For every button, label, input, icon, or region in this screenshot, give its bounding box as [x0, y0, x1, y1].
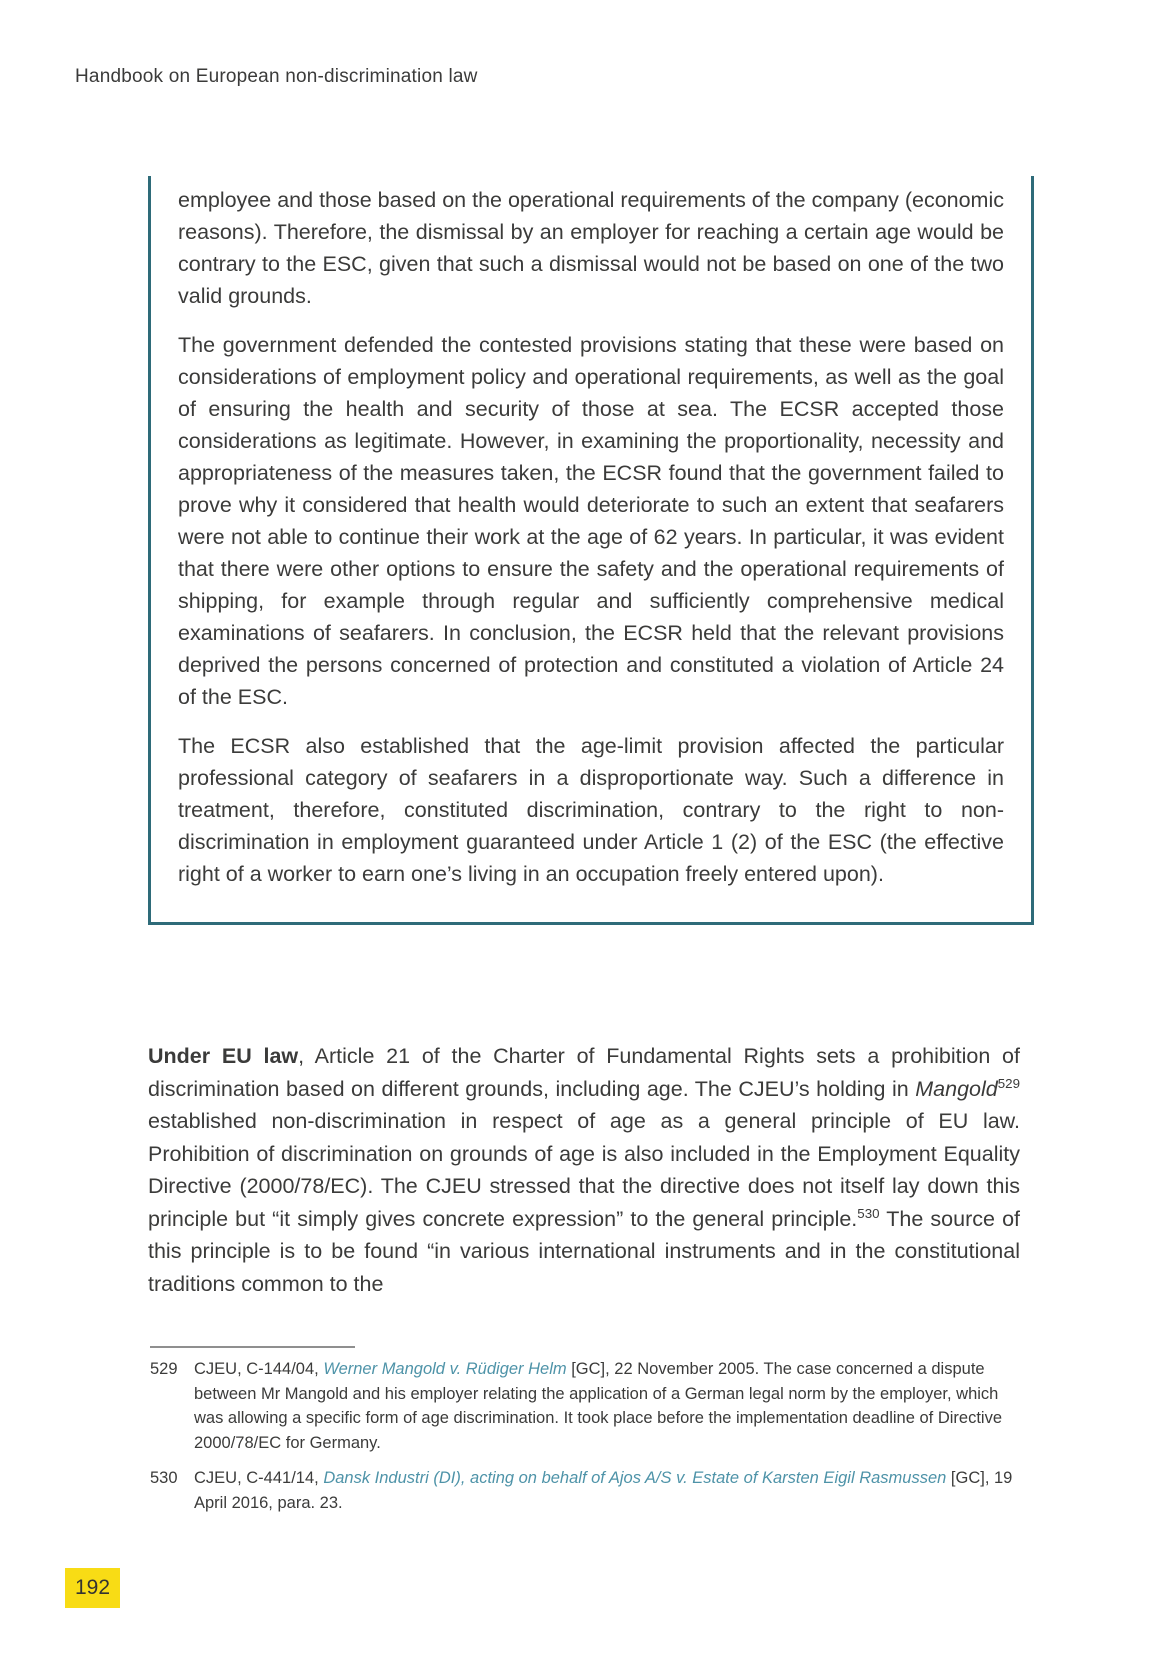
footnote-ref-529: 529 [997, 1076, 1020, 1092]
page-number-badge: 192 [65, 1568, 120, 1608]
footnote-text [194, 1357, 1032, 1455]
case-paragraph: employee and those based on the operational requirements of the company (economic reasons). Therefore, the dismissal by an employer for reaching a certain age would be contrary to the ESC, given that such a dismissal would not be based on one of the two valid grounds. [178, 188, 1004, 308]
footnotes-section [150, 1357, 1032, 1515]
body-text: , Article 21 of the Charter of Fundamental Rights sets a prohibition of discrimination based on different grounds, including age. The CJEU’s holding in [148, 1044, 1020, 1101]
footnote-ref-530: 530 [857, 1206, 880, 1222]
case-link-dansk-industri-v-rasmussen[interactable]: Dansk Industri (DI), acting on behalf of Ajos A/S v. Estate of Karsten Eigil Rasmussen [323, 1469, 947, 1487]
footnote-530 [150, 1466, 1032, 1515]
case-paragraph: The ECSR also established that the age-limit provision affected the particular professional category of seafarers in a disproportionate way. Such a difference in treatment, therefore, constituted discrimination, contrary to the right to non-discrimination in employment guaranteed under Article 1 (2) of the ESC (the effective right of a worker to earn one’s living in an occupation freely entered upon). [178, 734, 1004, 886]
footnote-citation-text: CJEU, C-144/04, [194, 1360, 324, 1378]
footnote-529 [150, 1357, 1032, 1455]
footnote-number: 529 [150, 1360, 178, 1378]
footnote-citation-text: [GC], 22 November 2005. The case concerned a dispute between Mr Mangold and his employer relating the application of a German legal norm by the employer, which was allowing a specific form of age discrimination. It took place before the implementation deadline of Directive 2000/78/EC for Germany. [194, 1360, 1002, 1452]
case-study-box [148, 176, 1034, 925]
body-paragraph [148, 1040, 1020, 1300]
footnote-citation-text: [GC], 19 April 2016, para. 23. [194, 1469, 1013, 1512]
case-link-mangold-v-helm[interactable]: Werner Mangold v. Rüdiger Helm [323, 1360, 567, 1378]
footnote-citation-text: CJEU, C-441/14, [194, 1469, 324, 1487]
running-header: Handbook on European non-discrimination law [75, 66, 478, 87]
footnote-number: 530 [150, 1469, 178, 1487]
body-text: established non-discrimination in respect of age as a general principle of EU law. Prohibition of discrimination on grounds of age is also included in the Employment Equality Directive (2000/78/EC). The CJEU stressed that the directive does not itself lay down this principle but “it simply gives concrete expression” to the general principle. [148, 1109, 1020, 1231]
case-paragraph: The government defended the contested provisions stating that these were based on considerations of employment policy and operational requirements, as well as the goal of ensuring the health and security of those at sea. The ECSR accepted those considerations as legitimate. However, in examining the proportionality, necessity and appropriateness of the measures taken, the ECSR found that the government failed to prove why it considered that health would deteriorate to such an extent that seafarers were not able to continue their work at the age of 62 years. In particular, it was evident that there were other options to ensure the safety and the operational requirements of shipping, for example through regular and sufficiently comprehensive medical examinations of seafarers. In conclusion, the ECSR held that the relevant provisions deprived the persons concerned of protection and constituted a violation of Article 24 of the ESC. [178, 333, 1004, 709]
lead-in-bold-text: Under EU law [148, 1044, 299, 1068]
footnote-text [194, 1466, 1032, 1515]
case-name-mangold: Mangold [915, 1076, 998, 1101]
footnote-separator [150, 1346, 355, 1348]
body-text: The source of this principle is to be found “in various international instruments and in the constitutional traditions common to the [148, 1206, 1021, 1296]
